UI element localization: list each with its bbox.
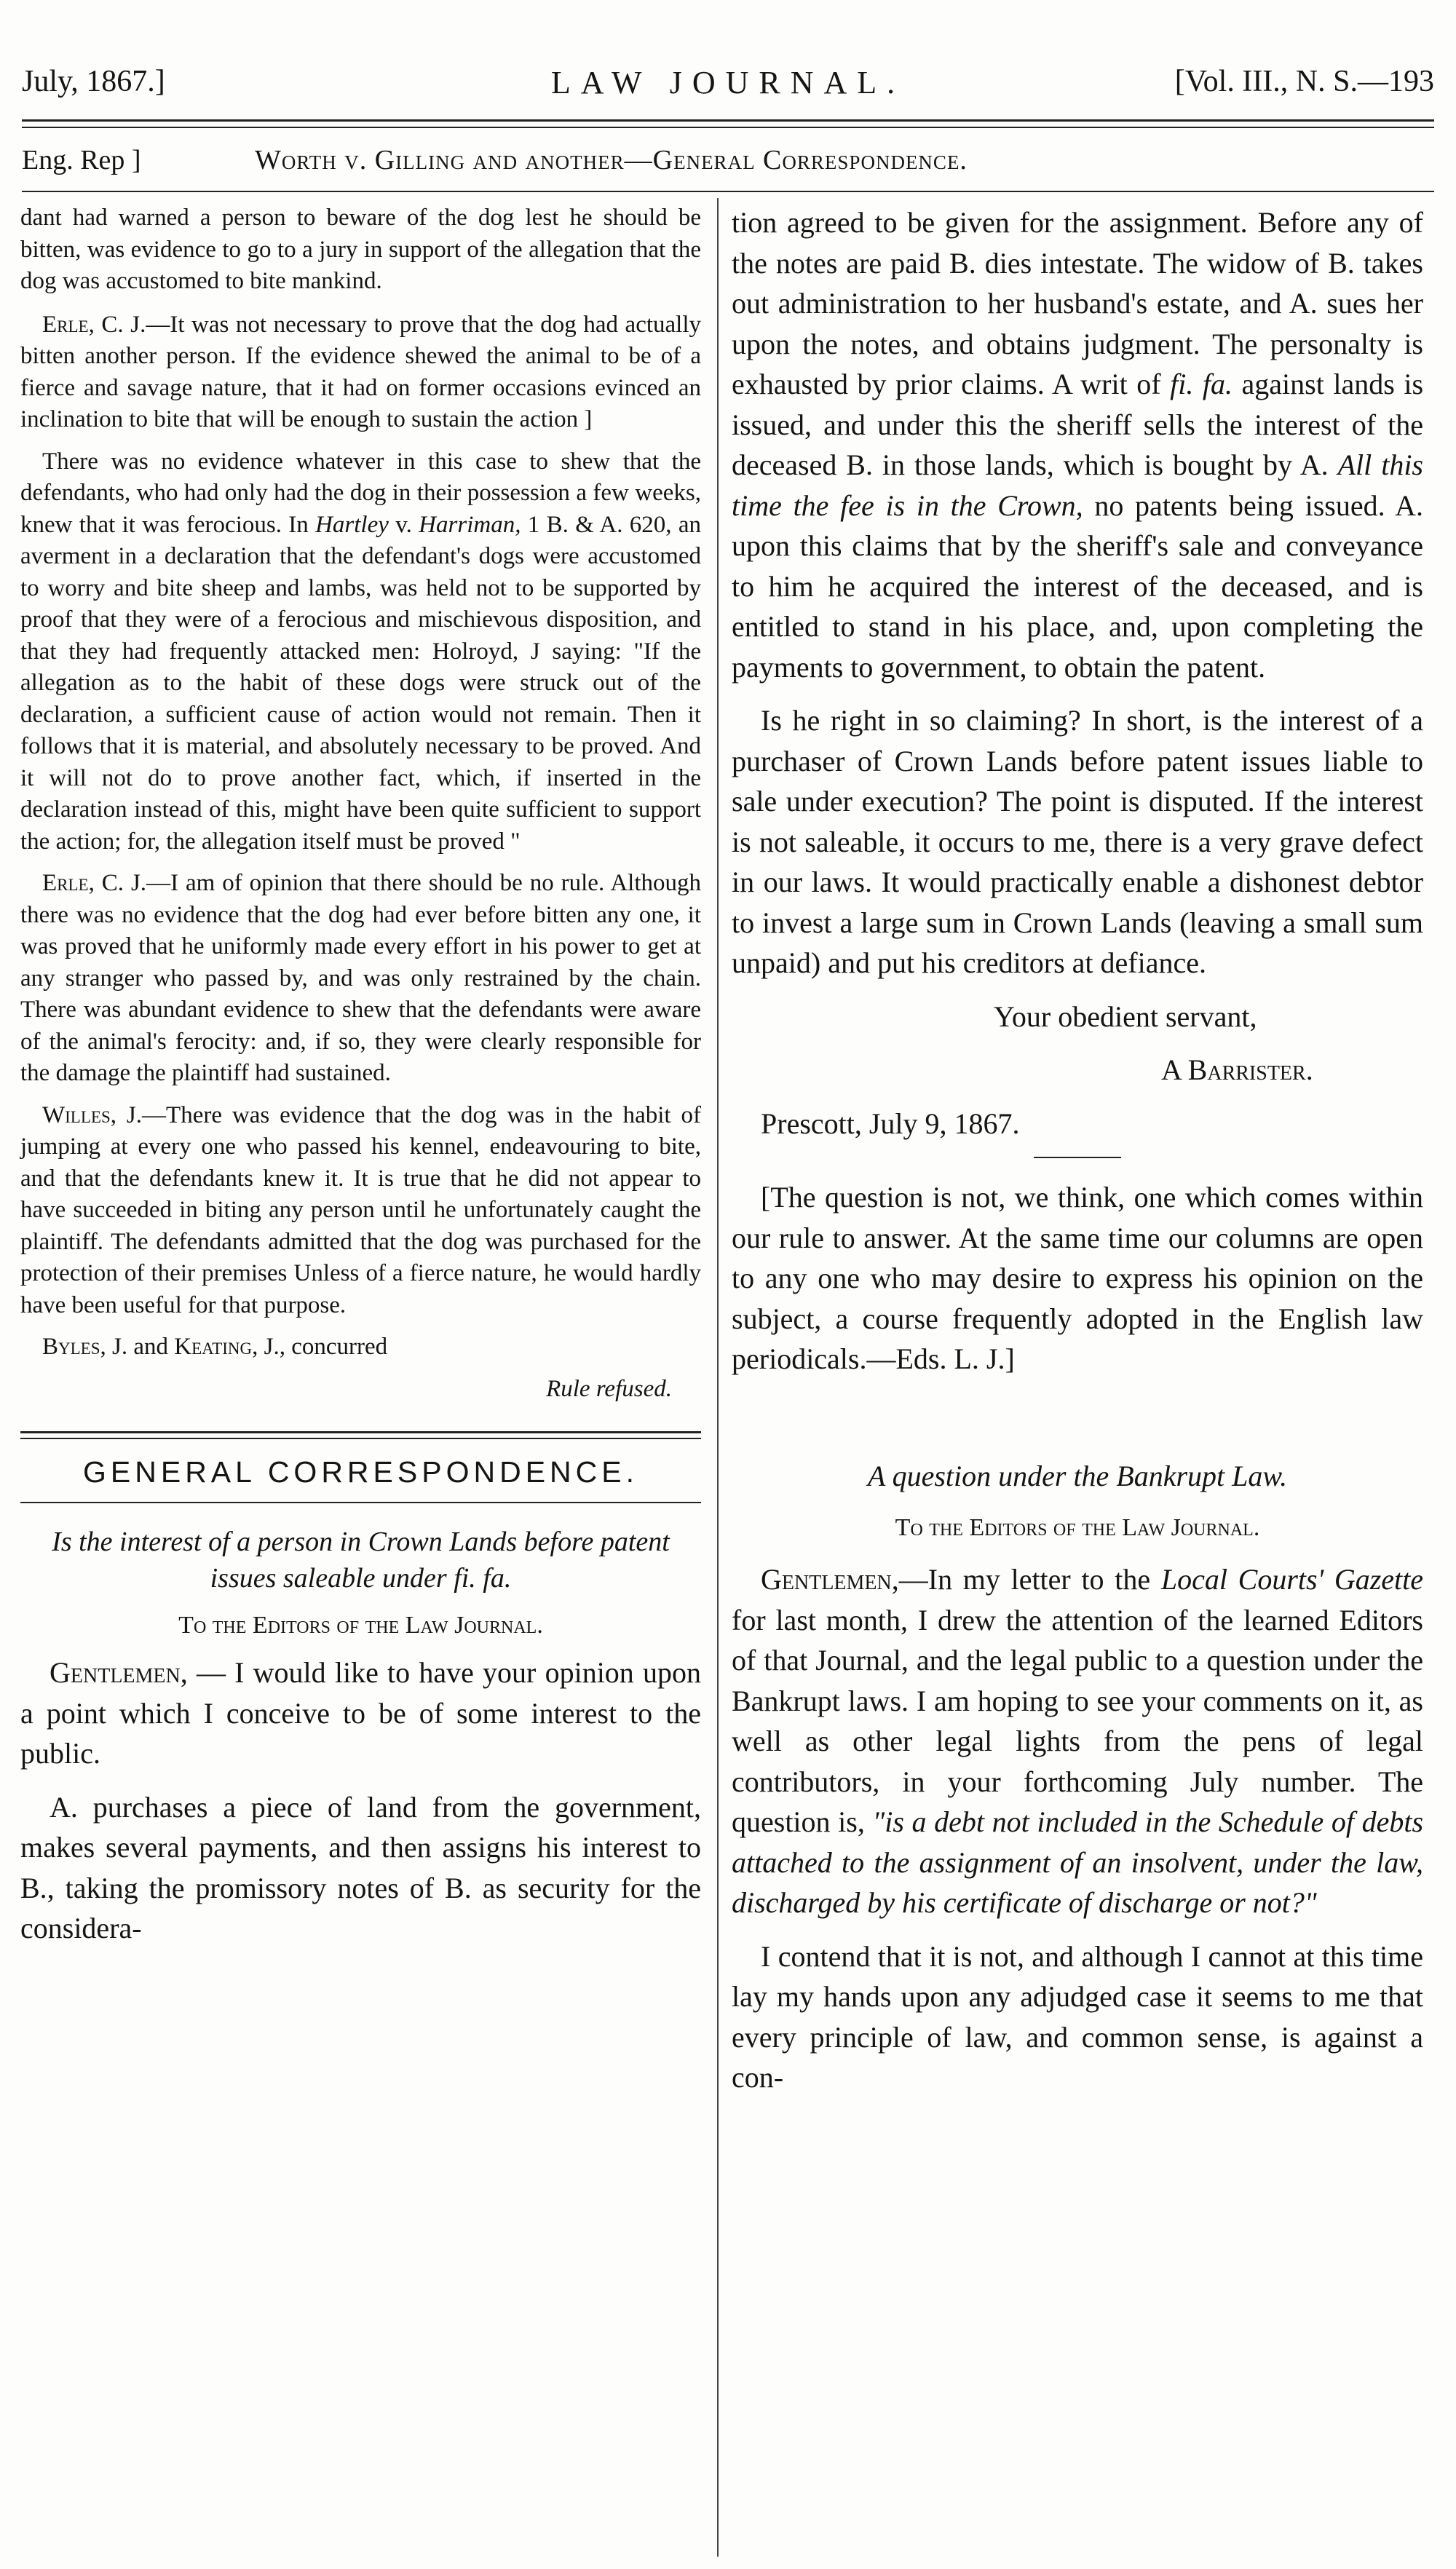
- section-title: Worth v. Gilling and another—General Correspondence.: [255, 145, 968, 175]
- section-label: Eng. Rep ]: [22, 145, 141, 175]
- paragraph: Erle, C. J.—I am of opinion that there should be no rule. Although there was no evidence that the dog had ever before bitten any one, it was proved that he uniformly made every effort in his power to get at any stranger who passed by, and was only restrained by the chain. There was abundant evidence to shew that the defendants were aware of the animal's ferocity: and, if so, they were clearly responsible for the damage the plaintiff had sustained.: [20, 870, 701, 1086]
- case-name: Harriman,: [419, 511, 521, 538]
- paragraph: A. purchases a piece of land from the government, makes several payments, and then assigns his interest to B., taking the promissory notes of B. as security for the considera-: [20, 1790, 701, 1944]
- section-rule: [22, 191, 1434, 192]
- divider: [20, 1502, 701, 1503]
- salutation: Gentlemen,: [761, 1563, 899, 1596]
- column-divider: [717, 198, 719, 2557]
- left-column: [20, 202, 701, 1962]
- judge-name: Willes, J.: [42, 1101, 143, 1128]
- journal-title: LAW JOURNAL.: [550, 65, 906, 100]
- divider: [20, 1431, 701, 1433]
- closing: Your obedient servant,: [994, 1000, 1257, 1033]
- editor-note: [The question is not, we think, one which comes within our rule to answer. At the same time our columns are open to any one who may desire to express his opinion on the subject, a course frequently adopted in the English law periodicals.—Eds. L. J.]: [732, 1181, 1423, 1375]
- judge-name: Byles, J.: [42, 1334, 128, 1360]
- judge-name: Erle, C. J.: [42, 311, 146, 338]
- paragraph: Gentlemen, — I would like to have your opinion upon a point which I conceive to be of some interest to the public.: [20, 1656, 701, 1770]
- section-header: [22, 144, 1434, 185]
- paragraph: There was no evidence whatever in this case to shew that the defendants, who had only had the dog in their possession a few weeks, knew that it was ferocious. In Hartley v. Harriman, 1 B. & A. 620, an averment in a declaration that the defendant's dogs were accustomed to worry and bite sheep and lambs, was held not to be supported by proof that they were of a ferocious and mischievous disposition, and that they had frequently attacked men: Holroyd, J saying: "If the allegation as to the habit of these dogs were struck out of the declaration, a sufficient cause of action would not remain. Then it follows that it is material, and absolutely necessary to be proved. And it will not do to prove another fact, which, if inserted in the declaration instead of this, might have been quite sufficient to support the action; for, the allegation itself must be proved ": [20, 448, 701, 855]
- signature: A Barrister.: [1161, 1053, 1313, 1086]
- letter-address: To the Editors of the Law Journal.: [895, 1513, 1260, 1541]
- paragraph: tion agreed to be given for the assignment. Before any of the notes are paid B. dies intestate. The widow of B. takes out administration to her husband's estate, and A. sues her upon the notes, and obtains judgment. The personalty is exhausted by prior claims. A writ of fi. fa. against lands is issued, and under this the sheriff sells the interest of the deceased B. in those lands, which is bought by A. All this time the fee is in the Crown, no patents being issued. A. upon this claims that by the sheriff's sale and conveyance to him he acquired the interest of the deceased, and is entitled to stand in his place, and, upon completing the payments to government, to obtain the patent.: [732, 206, 1424, 684]
- judge-name: Erle, C. J.: [42, 870, 147, 896]
- question-quote: "is a debt not included in the Schedule of debts attached to the assignment of an insolvent, under the law, discharged by his certificate of discharge or not?": [732, 1805, 1424, 1919]
- paragraph: Willes, J.—There was evidence that the dog was in the habit of jumping at every one who passed his kennel, endeavouring to bite, and that the defendants knew it. It is true that he did not appear to have succeeded in biting any person until he unfortunately caught the plaintiff. The defendants admitted that the dog was purchased for the protection of their premises Unless of a fierce nature, he would hardly have been useful for that purpose.: [20, 1101, 701, 1318]
- case-name: Hartley: [315, 511, 389, 538]
- paragraph: Is he right in so claiming? In short, is the interest of a purchaser of Crown Lands before patent issues liable to sale under execution? The point is disputed. If the interest is not saleable, it occurs to me, there is a very grave defect in our laws. It would practically enable a dishonest debtor to invest a large sum in Crown Lands (leaving a small sum unpaid) and put his creditors at defiance.: [732, 704, 1423, 979]
- header-rule-bottom: [22, 127, 1434, 128]
- header-volume: [Vol. III., N. S.—193: [1174, 65, 1434, 98]
- paragraph: Gentlemen,—In my letter to the Local Courts' Gazette for last month, I drew the attention of the learned Editors of that Journal, and the legal public to a question under the Bankrupt laws. I am hoping to see your comments on it, as well as other legal lights from the pens of legal contributors, in your forthcoming July number. The question is, "is a debt not included in the Schedule of debts attached to the assignment of an insolvent, under the law, discharged by his certificate of discharge or not?": [732, 1563, 1424, 1919]
- divider: [20, 1438, 701, 1439]
- header-date: July, 1867.]: [22, 65, 165, 98]
- general-correspondence-heading: GENERAL CORRESPONDENCE.: [83, 1455, 638, 1489]
- letter-address: To the Editors of the Law Journal.: [178, 1611, 543, 1639]
- paragraph: Byles, J. and Keating, J., concurred: [42, 1334, 388, 1360]
- header-rule-top: [22, 119, 1434, 122]
- paragraph: Erle, C. J.—It was not necessary to prove that the dog had actually bitten another person. If the evidence shewed the animal to be of a fierce and savage nature, that it had on former occasions evinced an inclination to bite that will be enough to sustain the action ]: [20, 311, 702, 432]
- letter-title: Is the interest of a person in Crown Lands before patent issues saleable under fi. fa.: [52, 1526, 670, 1594]
- divider: [1034, 1157, 1121, 1158]
- running-header: [22, 64, 1434, 108]
- letter-title: A question under the Bankrupt Law.: [867, 1459, 1288, 1492]
- place-date: Prescott, July 9, 1867.: [761, 1107, 1020, 1140]
- judge-name: Keating, J.: [174, 1334, 280, 1360]
- paragraph: I contend that it is not, and although I cannot at this time lay my hands upon any adjudged case it seems to me that every principle of law, and common sense, is against a con-: [732, 1939, 1423, 2094]
- paragraph: dant had warned a person to beware of the dog lest he should be bitten, was evidence to go to a jury in support of the allegation that the dog was accustomed to bite mankind.: [20, 205, 701, 294]
- right-column: [732, 202, 1423, 2111]
- salutation: Gentlemen,: [50, 1656, 188, 1689]
- rule-refused: Rule refused.: [546, 1375, 672, 1402]
